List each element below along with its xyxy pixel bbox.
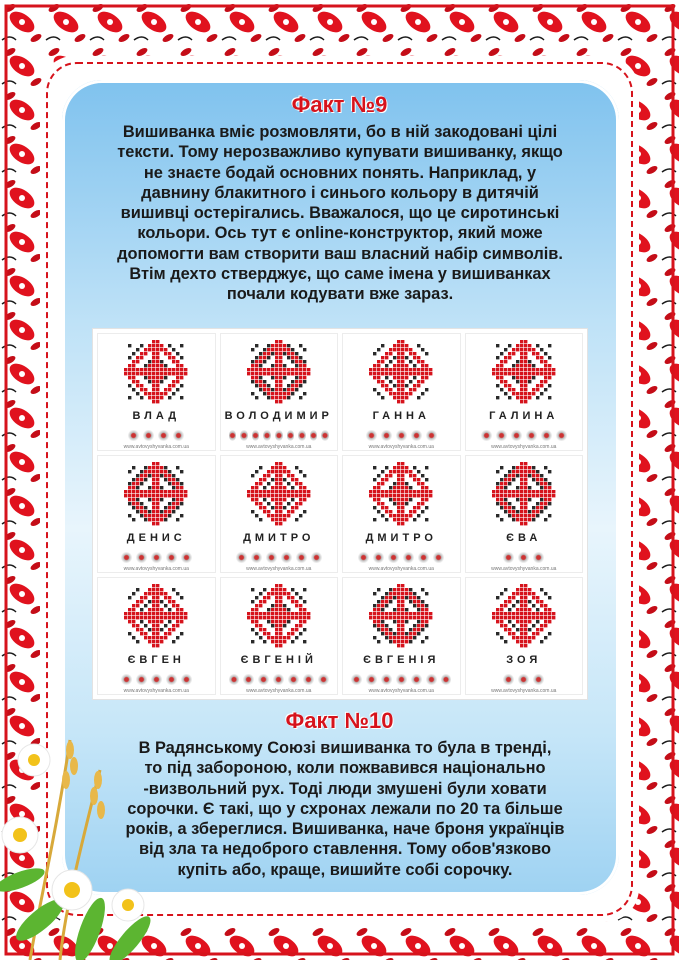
person-name-label: ДМИТРО (365, 532, 437, 544)
letter-symbol-icon (556, 430, 567, 441)
letter-symbol-icon (128, 430, 139, 441)
name-symbol-card (220, 455, 339, 573)
fact9-line: Вишиванка вміє розмовляти, бо в ній закодовані цілі (122, 123, 558, 141)
fact9-line: не знаєте бодай основних понять. Наприклад, у (143, 163, 537, 182)
embroidery-motif-icon (492, 462, 556, 526)
embroidery-motif-icon (247, 584, 311, 648)
fact10-line: то під забороною, коли пожвавився національно (144, 759, 546, 778)
person-name-label: ЄВГЕН (127, 654, 185, 666)
person-name-label: ЄВГЕНІЙ (240, 654, 317, 666)
letter-symbol-icon (229, 674, 240, 685)
letter-symbol-icon (533, 552, 544, 563)
fact10-title: Факт №10 (285, 708, 394, 733)
site-caption: www.avtovyshyvanka.com.ua (246, 444, 312, 450)
letter-symbol-icon (158, 430, 169, 441)
letter-symbol-icon (358, 552, 369, 563)
fact10-line: -визвольний рух. Тоді люди змушені були ховати (143, 779, 547, 798)
fact10-line: від зла та недоброго ставлення. Тому обов'язково (138, 840, 551, 859)
letter-symbol-icon (275, 430, 283, 441)
letter-symbol-icon (310, 430, 318, 441)
letter-symbols-row (106, 552, 207, 564)
letter-symbol-icon (441, 674, 452, 685)
site-caption: www.avtovyshyvanka.com.ua (123, 566, 189, 572)
letter-symbol-icon (263, 430, 271, 441)
letter-symbol-icon (366, 430, 377, 441)
letter-symbols-row (474, 430, 575, 442)
name-symbols-grid (92, 328, 588, 700)
letter-symbol-icon (411, 430, 422, 441)
fact9-line: кольори. Ось тут є online-конструктор, який може (137, 224, 543, 243)
fact10-line: років, а збереглися. Вишиванка, наче броня українців (125, 820, 565, 839)
site-caption: www.avtovyshyvanka.com.ua (246, 688, 312, 694)
letter-symbols-row (351, 430, 452, 442)
letter-symbols-row (474, 674, 575, 686)
fact10-text (95, 738, 595, 880)
letter-symbol-icon (533, 674, 544, 685)
person-name-label: ЗОЯ (506, 654, 542, 666)
name-symbol-card (342, 333, 461, 451)
name-symbol-card (465, 455, 584, 573)
embroidery-motif-icon (369, 584, 433, 648)
letter-symbol-icon (151, 674, 162, 685)
embroidery-motif-icon (369, 462, 433, 526)
person-name-label: ДЕНИС (126, 532, 186, 544)
chamomile-wheat-decoration (0, 700, 170, 960)
letter-symbol-icon (281, 552, 292, 563)
letter-symbol-icon (396, 674, 407, 685)
letter-symbol-icon (433, 552, 444, 563)
fact9-line: допомогти вам створити ваш власний набір символів. (117, 244, 563, 263)
person-name-label: ЄВГЕНІЯ (363, 654, 440, 666)
letter-symbols-row (229, 552, 330, 564)
fact9-line: почали кодувати вже зараз. (226, 285, 454, 304)
letter-symbol-icon (258, 674, 269, 685)
letter-symbol-icon (236, 552, 247, 563)
site-caption: www.avtovyshyvanka.com.ua (491, 566, 557, 572)
letter-symbol-icon (181, 552, 192, 563)
site-caption: www.avtovyshyvanka.com.ua (368, 566, 434, 572)
embroidery-motif-icon (124, 462, 188, 526)
letter-symbol-icon (496, 430, 507, 441)
letter-symbol-icon (303, 674, 314, 685)
fact9-text (88, 122, 592, 305)
name-symbol-card (465, 577, 584, 695)
letter-symbol-icon (518, 552, 529, 563)
letter-symbol-icon (273, 674, 284, 685)
embroidery-motif-icon (492, 584, 556, 648)
letter-symbol-icon (240, 430, 248, 441)
letter-symbols-row (106, 430, 207, 442)
letter-symbols-row (351, 552, 452, 564)
letter-symbols-row (351, 674, 452, 686)
letter-symbol-icon (426, 430, 437, 441)
site-caption: www.avtovyshyvanka.com.ua (368, 688, 434, 694)
letter-symbol-icon (166, 552, 177, 563)
embroidery-motif-icon (247, 462, 311, 526)
letter-symbol-icon (136, 674, 147, 685)
embroidery-motif-icon (369, 340, 433, 404)
letter-symbol-icon (121, 674, 132, 685)
name-symbol-card (220, 333, 339, 451)
fact10-line: В Радянському Союзі вишиванка то була в тренді, (138, 739, 552, 757)
letter-symbol-icon (151, 552, 162, 563)
embroidery-motif-icon (247, 340, 311, 404)
name-symbol-card (342, 577, 461, 695)
letter-symbol-icon (229, 430, 237, 441)
letter-symbol-icon (403, 552, 414, 563)
letter-symbol-icon (136, 552, 147, 563)
person-name-label: ВОЛОДИМИР (224, 410, 333, 422)
letter-symbol-icon (388, 552, 399, 563)
letter-symbol-icon (311, 552, 322, 563)
name-symbol-card (97, 455, 216, 573)
letter-symbol-icon (173, 430, 184, 441)
letter-symbol-icon (243, 674, 254, 685)
fact9-title: Факт №9 (291, 92, 388, 117)
site-caption: www.avtovyshyvanka.com.ua (123, 688, 189, 694)
fact10-line: сорочки. Є такі, що у схронах лежали по 20 та більше (127, 799, 563, 818)
letter-symbol-icon (381, 674, 392, 685)
site-caption: www.avtovyshyvanka.com.ua (491, 688, 557, 694)
letter-symbol-icon (381, 430, 392, 441)
letter-symbol-icon (321, 430, 329, 441)
embroidery-motif-icon (124, 340, 188, 404)
name-symbol-card (220, 577, 339, 695)
letter-symbol-icon (266, 552, 277, 563)
letter-symbol-icon (298, 430, 306, 441)
name-symbol-card (342, 455, 461, 573)
letter-symbols-row (474, 552, 575, 564)
person-name-label: ЄВА (506, 532, 542, 544)
letter-symbol-icon (288, 674, 299, 685)
letter-symbol-icon (251, 552, 262, 563)
letter-symbol-icon (396, 430, 407, 441)
letter-symbol-icon (373, 552, 384, 563)
letter-symbol-icon (318, 674, 329, 685)
letter-symbol-icon (181, 674, 192, 685)
letter-symbol-icon (541, 430, 552, 441)
letter-symbol-icon (481, 430, 492, 441)
letter-symbols-row (229, 674, 330, 686)
site-caption: www.avtovyshyvanka.com.ua (246, 566, 312, 572)
person-name-label: ГАЛИНА (489, 410, 559, 422)
letter-symbol-icon (503, 674, 514, 685)
name-symbol-card (97, 577, 216, 695)
person-name-label: ГАННА (372, 410, 430, 422)
letter-symbol-icon (121, 552, 132, 563)
fact9-line: вишивці остерігались. Вважалося, що це сиротинські (120, 204, 560, 223)
letter-symbol-icon (252, 430, 260, 441)
name-symbol-card (465, 333, 584, 451)
letter-symbol-icon (511, 430, 522, 441)
embroidery-motif-icon (124, 584, 188, 648)
fact10-line: купіть або, краще, вишийте собі сорочку. (177, 860, 513, 879)
letter-symbol-icon (503, 552, 514, 563)
site-caption: www.avtovyshyvanka.com.ua (123, 444, 189, 450)
embroidery-motif-icon (492, 340, 556, 404)
letter-symbol-icon (143, 430, 154, 441)
letter-symbol-icon (296, 552, 307, 563)
letter-symbol-icon (351, 674, 362, 685)
letter-symbol-icon (366, 674, 377, 685)
letter-symbol-icon (418, 552, 429, 563)
letter-symbol-icon (411, 674, 422, 685)
letter-symbol-icon (426, 674, 437, 685)
site-caption: www.avtovyshyvanka.com.ua (491, 444, 557, 450)
letter-symbol-icon (518, 674, 529, 685)
person-name-label: ВЛАД (132, 410, 181, 422)
letter-symbols-row (106, 674, 207, 686)
site-caption: www.avtovyshyvanka.com.ua (368, 444, 434, 450)
letter-symbol-icon (526, 430, 537, 441)
person-name-label: ДМИТРО (243, 532, 315, 544)
letter-symbol-icon (166, 674, 177, 685)
name-symbol-card (97, 333, 216, 451)
fact9-line: Втім дехто стверджує, що саме імена у вишиванках (129, 265, 551, 284)
fact9-line: давнину блакитного і синього кольору в дитячій (141, 183, 539, 202)
letter-symbol-icon (287, 430, 295, 441)
fact9-line: тексти. Тому нерозважливо купувати вишиванку, якщо (117, 143, 563, 162)
letter-symbols-row (229, 430, 330, 442)
